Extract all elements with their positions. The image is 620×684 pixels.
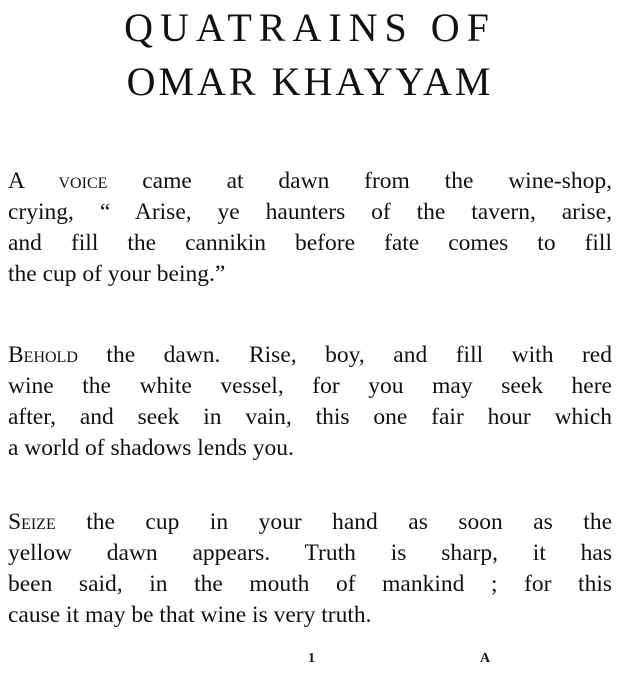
quatrain-1-line-4: the cup of your being.” xyxy=(8,261,226,287)
quatrain-2-lead: Behold xyxy=(8,342,78,368)
quatrain-1 xyxy=(8,166,612,290)
quatrain-3-line-1-text: the cup in your hand as soon as the xyxy=(55,509,612,535)
quatrain-1-lead: A voice xyxy=(8,168,108,194)
quatrain-2-line-1-text: the dawn. Rise, boy, and fill with red xyxy=(77,342,612,368)
quatrain-2-line-1 xyxy=(8,340,612,371)
quatrain-1-line-2: crying, “ Arise, ye haunters of the tavern, arise, xyxy=(8,199,612,225)
quatrain-3-lead: Seize xyxy=(8,509,56,535)
page-number: 1 xyxy=(308,651,315,666)
quatrain-3-line-4: cause it may be that wine is very truth. xyxy=(8,602,372,628)
quatrain-3 xyxy=(8,507,612,631)
quatrain-2-line-2: wine the white vessel, for you may seek here xyxy=(8,373,612,399)
title-line-2: OMAR KHAYYAM xyxy=(126,59,494,104)
quatrain-3-line-1 xyxy=(8,507,612,538)
quatrain-1-line-1-text: came at dawn from the wine-shop, xyxy=(107,168,612,194)
quatrain-1-line-1 xyxy=(8,166,612,197)
quatrain-2-line-4: a world of shadows lends you. xyxy=(8,435,294,461)
quatrain-3-line-2: yellow dawn appears. Truth is sharp, it has xyxy=(8,540,612,566)
quatrain-2 xyxy=(8,340,612,464)
title-line-1: QUATRAINS OF xyxy=(124,5,496,50)
quatrain-2-line-3: after, and seek in vain, this one fair hour which xyxy=(8,404,612,430)
signature-mark: A xyxy=(480,651,491,666)
quatrain-1-line-3: and fill the cannikin before fate comes to fill xyxy=(8,230,612,256)
quatrain-3-line-3: been said, in the mouth of mankind ; for this xyxy=(8,571,612,597)
